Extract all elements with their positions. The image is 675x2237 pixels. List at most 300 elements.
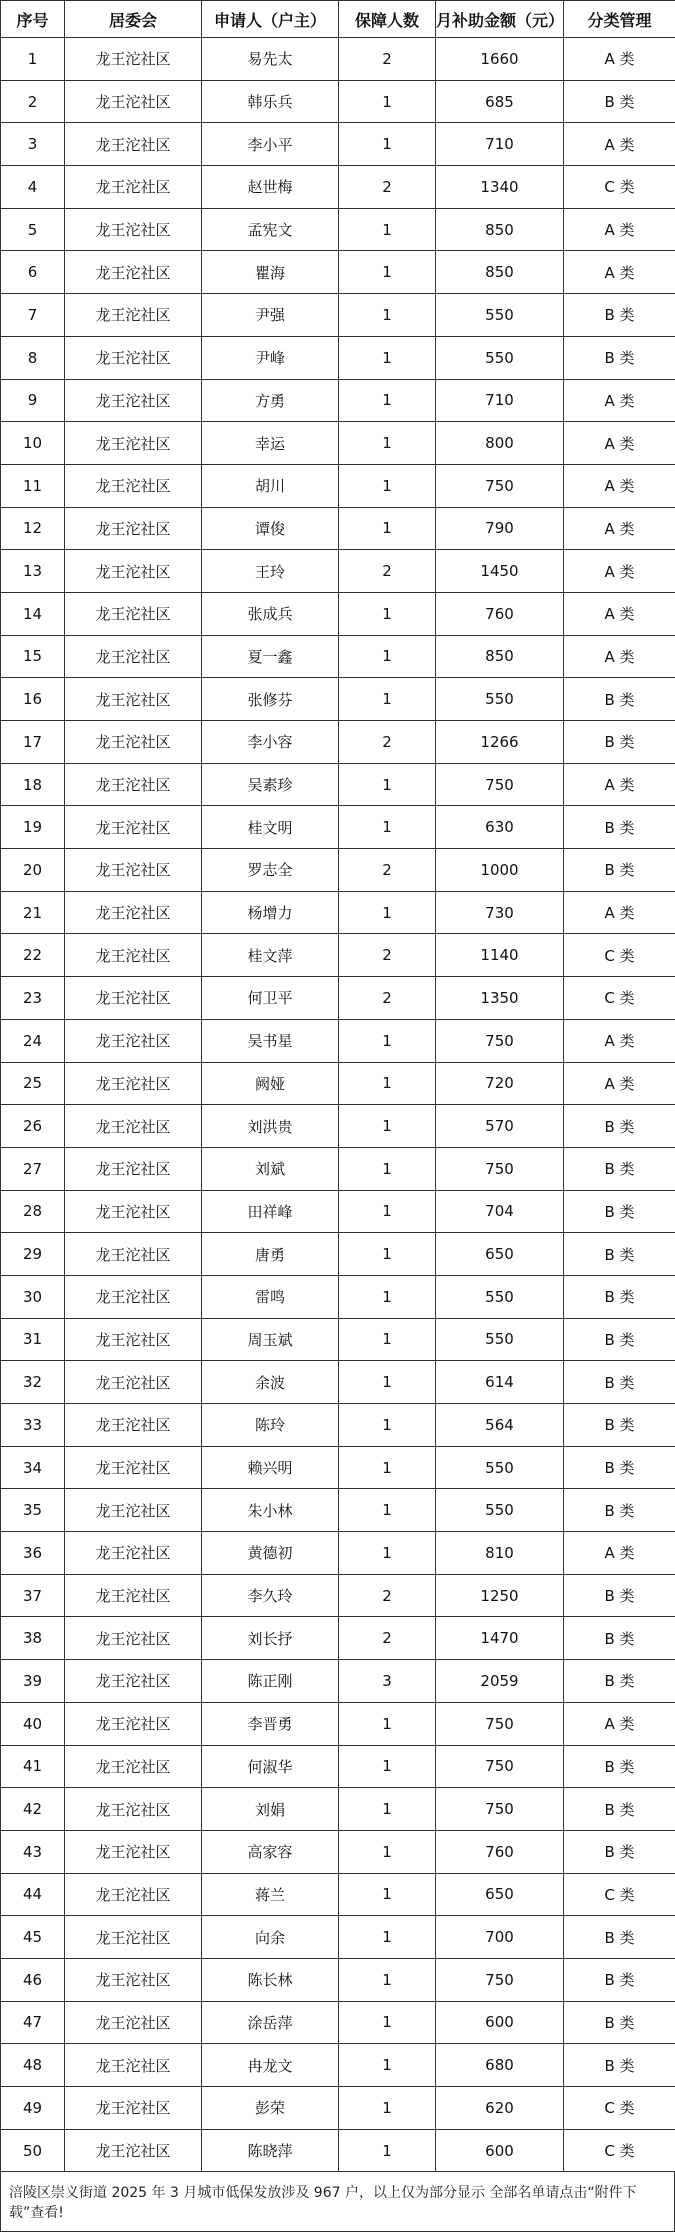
table-row xyxy=(1,849,675,892)
cell-index: 25 xyxy=(1,1062,65,1105)
cell-category: C 类 xyxy=(564,166,675,209)
cell-amount: 750 xyxy=(436,1702,564,1745)
cell-committee: 龙王沱社区 xyxy=(65,1532,202,1575)
cell-category: B 类 xyxy=(564,80,675,123)
cell-applicant: 胡川 xyxy=(202,464,339,507)
cell-committee: 龙王沱社区 xyxy=(65,1489,202,1532)
cell-category: A 类 xyxy=(564,635,675,678)
table-row xyxy=(1,1404,675,1447)
cell-persons: 1 xyxy=(339,806,436,849)
cell-applicant: 桂文明 xyxy=(202,806,339,849)
cell-amount: 1266 xyxy=(436,721,564,764)
cell-persons: 2 xyxy=(339,721,436,764)
cell-category: B 类 xyxy=(564,1958,675,2001)
cell-category: C 类 xyxy=(564,2087,675,2130)
cell-committee: 龙王沱社区 xyxy=(65,251,202,294)
cell-index: 22 xyxy=(1,934,65,977)
table-row xyxy=(1,294,675,337)
table-row xyxy=(1,1702,675,1745)
cell-persons: 1 xyxy=(339,80,436,123)
cell-persons: 1 xyxy=(339,1958,436,2001)
cell-persons: 1 xyxy=(339,422,436,465)
cell-index: 36 xyxy=(1,1532,65,1575)
cell-index: 38 xyxy=(1,1617,65,1660)
table-row xyxy=(1,251,675,294)
cell-persons: 1 xyxy=(339,251,436,294)
cell-amount: 685 xyxy=(436,80,564,123)
cell-index: 13 xyxy=(1,550,65,593)
cell-amount: 550 xyxy=(436,1318,564,1361)
cell-persons: 1 xyxy=(339,1190,436,1233)
cell-category: A 类 xyxy=(564,891,675,934)
cell-category: B 类 xyxy=(564,1105,675,1148)
cell-applicant: 陈玲 xyxy=(202,1404,339,1447)
table-row xyxy=(1,1489,675,1532)
cell-committee: 龙王沱社区 xyxy=(65,422,202,465)
cell-amount: 810 xyxy=(436,1532,564,1575)
cell-amount: 550 xyxy=(436,336,564,379)
cell-committee: 龙王沱社区 xyxy=(65,1617,202,1660)
cell-persons: 1 xyxy=(339,2044,436,2087)
cell-category: B 类 xyxy=(564,849,675,892)
cell-applicant: 王玲 xyxy=(202,550,339,593)
cell-committee: 龙王沱社区 xyxy=(65,2129,202,2172)
cell-persons: 1 xyxy=(339,2087,436,2130)
cell-amount: 1000 xyxy=(436,849,564,892)
cell-category: B 类 xyxy=(564,1574,675,1617)
cell-persons: 1 xyxy=(339,1404,436,1447)
cell-category: B 类 xyxy=(564,1916,675,1959)
cell-persons: 1 xyxy=(339,336,436,379)
cell-applicant: 方勇 xyxy=(202,379,339,422)
cell-amount: 850 xyxy=(436,635,564,678)
cell-amount: 564 xyxy=(436,1404,564,1447)
cell-category: A 类 xyxy=(564,1702,675,1745)
cell-committee: 龙王沱社区 xyxy=(65,1190,202,1233)
cell-category: B 类 xyxy=(564,1233,675,1276)
cell-committee: 龙王沱社区 xyxy=(65,934,202,977)
cell-category: A 类 xyxy=(564,208,675,251)
table-row xyxy=(1,1617,675,1660)
cell-applicant: 幸运 xyxy=(202,422,339,465)
cell-committee: 龙王沱社区 xyxy=(65,507,202,550)
cell-index: 8 xyxy=(1,336,65,379)
cell-amount: 730 xyxy=(436,891,564,934)
cell-persons: 1 xyxy=(339,2001,436,2044)
cell-applicant: 朱小林 xyxy=(202,1489,339,1532)
cell-applicant: 李晋勇 xyxy=(202,1702,339,1745)
cell-index: 14 xyxy=(1,592,65,635)
cell-persons: 1 xyxy=(339,891,436,934)
cell-persons: 1 xyxy=(339,507,436,550)
cell-index: 27 xyxy=(1,1147,65,1190)
cell-committee: 龙王沱社区 xyxy=(65,1318,202,1361)
cell-committee: 龙王沱社区 xyxy=(65,550,202,593)
cell-category: A 类 xyxy=(564,464,675,507)
cell-category: B 类 xyxy=(564,1830,675,1873)
table-row xyxy=(1,2001,675,2044)
table-row xyxy=(1,1660,675,1703)
table-row xyxy=(1,678,675,721)
table-row xyxy=(1,1105,675,1148)
table-row xyxy=(1,1574,675,1617)
cell-applicant: 桂文萍 xyxy=(202,934,339,977)
cell-amount: 550 xyxy=(436,1446,564,1489)
cell-applicant: 刘长抒 xyxy=(202,1617,339,1660)
cell-persons: 1 xyxy=(339,1788,436,1831)
cell-amount: 704 xyxy=(436,1190,564,1233)
table-row xyxy=(1,1361,675,1404)
table-row xyxy=(1,1446,675,1489)
cell-index: 34 xyxy=(1,1446,65,1489)
cell-category: B 类 xyxy=(564,721,675,764)
cell-committee: 龙王沱社区 xyxy=(65,1830,202,1873)
cell-amount: 790 xyxy=(436,507,564,550)
cell-index: 43 xyxy=(1,1830,65,1873)
table-row xyxy=(1,1916,675,1959)
cell-category: B 类 xyxy=(564,1745,675,1788)
table-row xyxy=(1,123,675,166)
cell-committee: 龙王沱社区 xyxy=(65,379,202,422)
cell-committee: 龙王沱社区 xyxy=(65,635,202,678)
table-row xyxy=(1,977,675,1020)
cell-applicant: 李小平 xyxy=(202,123,339,166)
cell-category: A 类 xyxy=(564,251,675,294)
table-row xyxy=(1,635,675,678)
cell-applicant: 余波 xyxy=(202,1361,339,1404)
cell-persons: 2 xyxy=(339,1574,436,1617)
cell-amount: 850 xyxy=(436,251,564,294)
cell-persons: 1 xyxy=(339,1830,436,1873)
cell-applicant: 易先太 xyxy=(202,38,339,81)
cell-persons: 1 xyxy=(339,123,436,166)
cell-persons: 1 xyxy=(339,1019,436,1062)
cell-applicant: 何淑华 xyxy=(202,1745,339,1788)
cell-committee: 龙王沱社区 xyxy=(65,294,202,337)
cell-applicant: 尹强 xyxy=(202,294,339,337)
table-row xyxy=(1,464,675,507)
cell-amount: 800 xyxy=(436,422,564,465)
cell-amount: 650 xyxy=(436,1233,564,1276)
table-row xyxy=(1,507,675,550)
cell-category: B 类 xyxy=(564,1361,675,1404)
header-index: 序号 xyxy=(1,1,65,38)
cell-index: 3 xyxy=(1,123,65,166)
cell-category: C 类 xyxy=(564,1873,675,1916)
cell-applicant: 向余 xyxy=(202,1916,339,1959)
cell-index: 32 xyxy=(1,1361,65,1404)
cell-amount: 550 xyxy=(436,294,564,337)
cell-persons: 1 xyxy=(339,1745,436,1788)
cell-amount: 614 xyxy=(436,1361,564,1404)
cell-persons: 1 xyxy=(339,1702,436,1745)
table-row xyxy=(1,592,675,635)
header-committee: 居委会 xyxy=(65,1,202,38)
cell-index: 11 xyxy=(1,464,65,507)
cell-amount: 700 xyxy=(436,1916,564,1959)
table-row xyxy=(1,1275,675,1318)
table-row xyxy=(1,80,675,123)
cell-index: 12 xyxy=(1,507,65,550)
cell-applicant: 田祥峰 xyxy=(202,1190,339,1233)
cell-committee: 龙王沱社区 xyxy=(65,336,202,379)
cell-amount: 750 xyxy=(436,1019,564,1062)
cell-committee: 龙王沱社区 xyxy=(65,763,202,806)
cell-persons: 1 xyxy=(339,1147,436,1190)
cell-index: 37 xyxy=(1,1574,65,1617)
header-persons: 保障人数 xyxy=(339,1,436,38)
cell-index: 31 xyxy=(1,1318,65,1361)
table-row xyxy=(1,2044,675,2087)
cell-amount: 600 xyxy=(436,2001,564,2044)
cell-amount: 1470 xyxy=(436,1617,564,1660)
cell-committee: 龙王沱社区 xyxy=(65,1062,202,1105)
cell-applicant: 韩乐兵 xyxy=(202,80,339,123)
cell-category: B 类 xyxy=(564,1404,675,1447)
cell-category: A 类 xyxy=(564,1019,675,1062)
table-row xyxy=(1,1830,675,1873)
cell-index: 19 xyxy=(1,806,65,849)
cell-committee: 龙王沱社区 xyxy=(65,1873,202,1916)
cell-persons: 1 xyxy=(339,1532,436,1575)
cell-index: 30 xyxy=(1,1275,65,1318)
table-row xyxy=(1,2129,675,2172)
cell-category: B 类 xyxy=(564,1275,675,1318)
cell-persons: 3 xyxy=(339,1660,436,1703)
cell-category: C 类 xyxy=(564,2129,675,2172)
cell-applicant: 唐勇 xyxy=(202,1233,339,1276)
cell-index: 2 xyxy=(1,80,65,123)
table-row xyxy=(1,891,675,934)
table-row xyxy=(1,422,675,465)
table-row xyxy=(1,1958,675,2001)
table-row xyxy=(1,1873,675,1916)
cell-committee: 龙王沱社区 xyxy=(65,1660,202,1703)
cell-index: 21 xyxy=(1,891,65,934)
cell-category: B 类 xyxy=(564,1660,675,1703)
cell-committee: 龙王沱社区 xyxy=(65,1745,202,1788)
cell-category: B 类 xyxy=(564,336,675,379)
cell-applicant: 夏一鑫 xyxy=(202,635,339,678)
cell-committee: 龙王沱社区 xyxy=(65,1574,202,1617)
cell-amount: 750 xyxy=(436,763,564,806)
cell-committee: 龙王沱社区 xyxy=(65,1019,202,1062)
cell-applicant: 陈正刚 xyxy=(202,1660,339,1703)
table-row xyxy=(1,38,675,81)
cell-persons: 1 xyxy=(339,1446,436,1489)
cell-persons: 2 xyxy=(339,550,436,593)
cell-committee: 龙王沱社区 xyxy=(65,806,202,849)
cell-persons: 2 xyxy=(339,977,436,1020)
cell-index: 28 xyxy=(1,1190,65,1233)
cell-category: A 类 xyxy=(564,592,675,635)
cell-index: 48 xyxy=(1,2044,65,2087)
table-row xyxy=(1,379,675,422)
header-amount: 月补助金额（元） xyxy=(436,1,564,38)
cell-persons: 2 xyxy=(339,934,436,977)
cell-committee: 龙王沱社区 xyxy=(65,1147,202,1190)
cell-committee: 龙王沱社区 xyxy=(65,38,202,81)
cell-amount: 1660 xyxy=(436,38,564,81)
cell-category: B 类 xyxy=(564,1318,675,1361)
cell-persons: 2 xyxy=(339,1617,436,1660)
cell-committee: 龙王沱社区 xyxy=(65,2087,202,2130)
cell-applicant: 尹峰 xyxy=(202,336,339,379)
cell-amount: 750 xyxy=(436,1958,564,2001)
cell-applicant: 刘洪贵 xyxy=(202,1105,339,1148)
table-row xyxy=(1,336,675,379)
cell-applicant: 周玉斌 xyxy=(202,1318,339,1361)
cell-amount: 570 xyxy=(436,1105,564,1148)
cell-category: B 类 xyxy=(564,1147,675,1190)
cell-category: A 类 xyxy=(564,123,675,166)
cell-index: 41 xyxy=(1,1745,65,1788)
footer-note: 涪陵区崇义街道 2025 年 3 月城市低保发放涉及 967 户，以上仅为部分显示 全部名单请点击“附件下载”查看! xyxy=(0,2172,675,2232)
cell-applicant: 彭荣 xyxy=(202,2087,339,2130)
cell-applicant: 陈长林 xyxy=(202,1958,339,2001)
cell-index: 4 xyxy=(1,166,65,209)
table-row xyxy=(1,1062,675,1105)
table-row xyxy=(1,806,675,849)
cell-persons: 1 xyxy=(339,1275,436,1318)
cell-amount: 1340 xyxy=(436,166,564,209)
cell-category: B 类 xyxy=(564,678,675,721)
cell-index: 15 xyxy=(1,635,65,678)
table-row xyxy=(1,763,675,806)
cell-category: B 类 xyxy=(564,2001,675,2044)
cell-category: A 类 xyxy=(564,1062,675,1105)
cell-index: 45 xyxy=(1,1916,65,1959)
cell-committee: 龙王沱社区 xyxy=(65,1702,202,1745)
cell-applicant: 张修芬 xyxy=(202,678,339,721)
cell-index: 26 xyxy=(1,1105,65,1148)
cell-amount: 2059 xyxy=(436,1660,564,1703)
header-category: 分类管理 xyxy=(564,1,675,38)
cell-amount: 710 xyxy=(436,123,564,166)
cell-applicant: 阙娅 xyxy=(202,1062,339,1105)
cell-committee: 龙王沱社区 xyxy=(65,2001,202,2044)
cell-committee: 龙王沱社区 xyxy=(65,678,202,721)
cell-committee: 龙王沱社区 xyxy=(65,464,202,507)
cell-amount: 760 xyxy=(436,592,564,635)
cell-category: B 类 xyxy=(564,1446,675,1489)
cell-persons: 1 xyxy=(339,1318,436,1361)
cell-committee: 龙王沱社区 xyxy=(65,849,202,892)
table-row xyxy=(1,934,675,977)
cell-category: A 类 xyxy=(564,38,675,81)
cell-index: 46 xyxy=(1,1958,65,2001)
cell-persons: 2 xyxy=(339,38,436,81)
cell-amount: 750 xyxy=(436,1745,564,1788)
cell-applicant: 孟宪文 xyxy=(202,208,339,251)
cell-committee: 龙王沱社区 xyxy=(65,1788,202,1831)
cell-index: 5 xyxy=(1,208,65,251)
cell-amount: 550 xyxy=(436,678,564,721)
cell-amount: 1250 xyxy=(436,1574,564,1617)
cell-index: 1 xyxy=(1,38,65,81)
cell-persons: 1 xyxy=(339,592,436,635)
cell-committee: 龙王沱社区 xyxy=(65,1916,202,1959)
cell-applicant: 杨增力 xyxy=(202,891,339,934)
cell-persons: 1 xyxy=(339,1233,436,1276)
cell-committee: 龙王沱社区 xyxy=(65,1275,202,1318)
cell-amount: 850 xyxy=(436,208,564,251)
cell-index: 33 xyxy=(1,1404,65,1447)
table-row xyxy=(1,208,675,251)
cell-applicant: 冉龙文 xyxy=(202,2044,339,2087)
cell-amount: 750 xyxy=(436,1147,564,1190)
cell-applicant: 黄德初 xyxy=(202,1532,339,1575)
cell-persons: 1 xyxy=(339,1361,436,1404)
cell-category: B 类 xyxy=(564,806,675,849)
cell-amount: 1140 xyxy=(436,934,564,977)
cell-applicant: 高家容 xyxy=(202,1830,339,1873)
cell-category: A 类 xyxy=(564,763,675,806)
cell-amount: 650 xyxy=(436,1873,564,1916)
cell-category: B 类 xyxy=(564,2044,675,2087)
cell-amount: 750 xyxy=(436,1788,564,1831)
cell-category: A 类 xyxy=(564,1532,675,1575)
cell-index: 50 xyxy=(1,2129,65,2172)
cell-index: 17 xyxy=(1,721,65,764)
cell-committee: 龙王沱社区 xyxy=(65,80,202,123)
cell-amount: 750 xyxy=(436,464,564,507)
cell-category: B 类 xyxy=(564,1788,675,1831)
table-row xyxy=(1,1147,675,1190)
cell-index: 35 xyxy=(1,1489,65,1532)
cell-category: B 类 xyxy=(564,1489,675,1532)
table-row xyxy=(1,1788,675,1831)
table-row xyxy=(1,1318,675,1361)
cell-persons: 2 xyxy=(339,849,436,892)
cell-committee: 龙王沱社区 xyxy=(65,1105,202,1148)
cell-persons: 1 xyxy=(339,294,436,337)
cell-category: A 类 xyxy=(564,379,675,422)
cell-applicant: 陈晓萍 xyxy=(202,2129,339,2172)
cell-index: 9 xyxy=(1,379,65,422)
cell-applicant: 谭俊 xyxy=(202,507,339,550)
cell-applicant: 刘斌 xyxy=(202,1147,339,1190)
cell-category: C 类 xyxy=(564,934,675,977)
table-row xyxy=(1,1019,675,1062)
cell-index: 10 xyxy=(1,422,65,465)
table-row xyxy=(1,166,675,209)
cell-applicant: 李久玲 xyxy=(202,1574,339,1617)
header-applicant: 申请人（户主） xyxy=(202,1,339,38)
cell-amount: 620 xyxy=(436,2087,564,2130)
cell-index: 42 xyxy=(1,1788,65,1831)
cell-applicant: 涂岳萍 xyxy=(202,2001,339,2044)
cell-amount: 630 xyxy=(436,806,564,849)
cell-amount: 680 xyxy=(436,2044,564,2087)
cell-index: 7 xyxy=(1,294,65,337)
table-row xyxy=(1,1190,675,1233)
table-row xyxy=(1,1532,675,1575)
cell-committee: 龙王沱社区 xyxy=(65,2044,202,2087)
cell-persons: 1 xyxy=(339,379,436,422)
cell-committee: 龙王沱社区 xyxy=(65,721,202,764)
cell-index: 39 xyxy=(1,1660,65,1703)
cell-persons: 1 xyxy=(339,1062,436,1105)
cell-persons: 1 xyxy=(339,208,436,251)
cell-committee: 龙王沱社区 xyxy=(65,592,202,635)
cell-category: A 类 xyxy=(564,507,675,550)
cell-amount: 760 xyxy=(436,1830,564,1873)
cell-committee: 龙王沱社区 xyxy=(65,1233,202,1276)
cell-category: A 类 xyxy=(564,422,675,465)
table-row xyxy=(1,1233,675,1276)
cell-committee: 龙王沱社区 xyxy=(65,166,202,209)
